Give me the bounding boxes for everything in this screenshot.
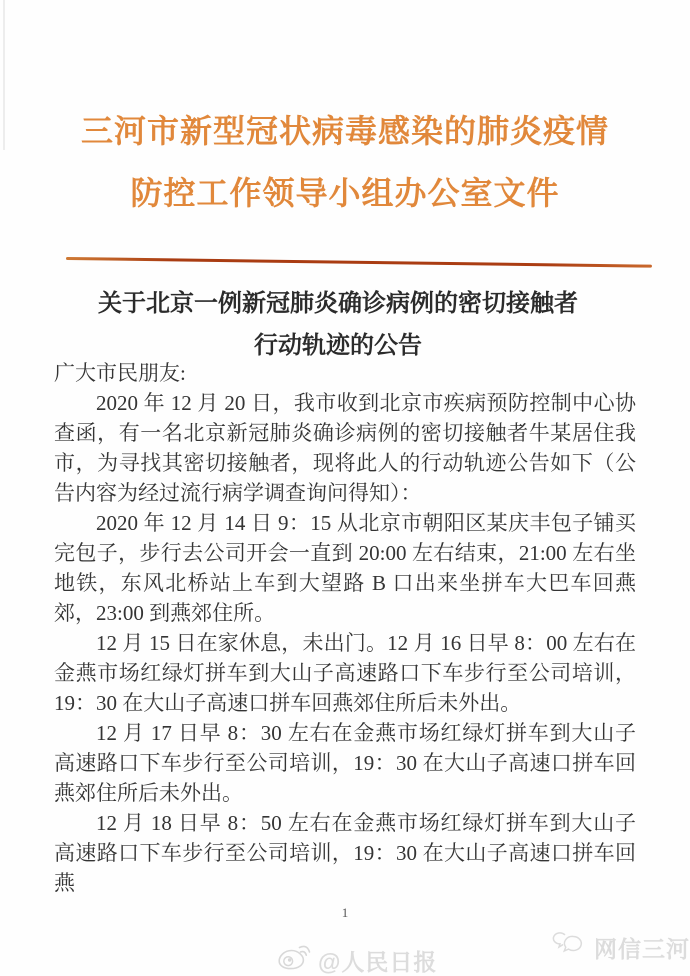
page-number: 1: [341, 905, 349, 920]
salutation: 广大市民朋友:: [54, 361, 186, 385]
notice-title-line-1: 关于北京一例新冠肺炎确诊病例的密切接触者: [98, 290, 578, 317]
paragraph: 2020 年 12 月 14 日 9：15 从北京市朝阳区某庆丰包子铺买完包子，步行去公司开会一直到 20:00 左右结束，21:00 左右坐地铁，东风北桥站上车到大望路 B 口出来坐拼车大巴车回燕郊，23:00 到燕郊住所。: [54, 511, 636, 625]
watermark-wangxin-sanhe: [552, 929, 690, 965]
watermark-label: 网信三河: [594, 935, 690, 962]
paragraph: 2020 年 12 月 20 日，我市收到北京市疾病预防控制中心协查函，有一名北京新冠肺炎确诊病例的密切接触者牛某居住我市，为寻找其密切接触者，现将此人的行动轨迹公告如下（公告内容为经过流行病学调查询问得知）：: [54, 391, 636, 505]
watermark-peoples-daily: [276, 941, 437, 976]
paragraph: 12 月 15 日在家休息，未出门。12 月 16 日早 8：00 左右在金燕市场红绿灯拼车到大山子高速路口下车步行至公司培训，19：30 在大山子高速口拼车回燕郊住所后未外出。: [54, 631, 636, 715]
letterhead: [0, 100, 690, 224]
watermark-label: @人民日报: [318, 948, 438, 975]
notice-title: [0, 283, 676, 367]
weibo-icon: [276, 941, 312, 976]
letterhead-line-2: 防控工作领导小组办公室文件: [130, 175, 560, 211]
paragraph: 12 月 18 日早 8：50 左右在金燕市场红绿灯拼车到大山子高速路口下车步行至公司培训，19：30 在大山子高速口拼车回燕: [54, 811, 636, 895]
paragraph: 12 月 17 日早 8：30 左右在金燕市场红绿灯拼车到大山子高速路口下车步行至公司培训，19：30 在大山子高速口拼车回燕郊住所后未外出。: [54, 721, 636, 805]
chat-bubbles-icon: [552, 929, 588, 965]
letterhead-divider-line: [66, 257, 652, 268]
notice-body: [54, 358, 636, 898]
notice-title-line-2: 行动轨迹的公告: [254, 332, 422, 359]
letterhead-line-1: 三河市新型冠状病毒感染的肺炎疫情: [80, 113, 609, 149]
